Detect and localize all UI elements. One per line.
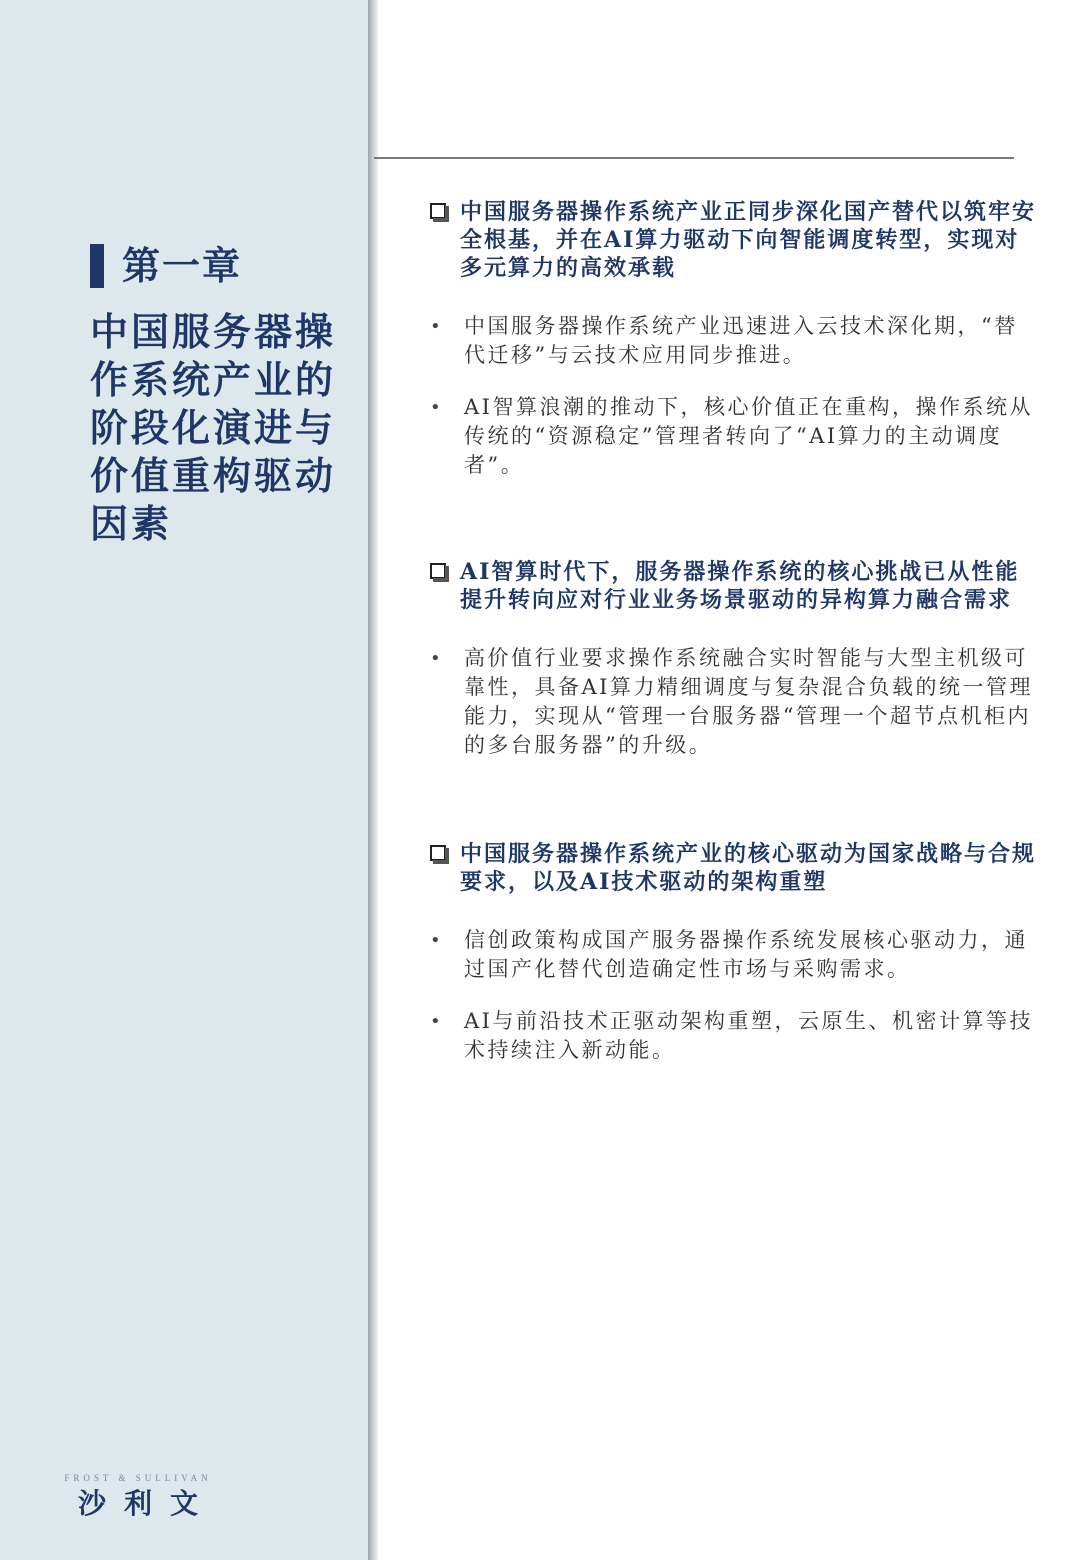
frost-sullivan-logo xyxy=(58,1472,218,1522)
checkbox-bullet-icon xyxy=(430,845,446,861)
section-heading-text: 中国服务器操作系统产业正同步深化国产替代以筑牢安全根基，并在AI算力驱动下向智能调度转型，实现对多元算力的高效承载 xyxy=(460,199,1037,281)
section-heading xyxy=(430,198,1040,282)
checkbox-bullet-icon xyxy=(430,203,446,219)
list-item-text: 信创政策构成国产服务器操作系统发展核心驱动力，通过国产化替代创造确定性市场与采购需求。 xyxy=(464,928,1028,981)
chapter-label-row xyxy=(90,238,360,294)
bullet-dot-icon: • xyxy=(430,316,444,337)
chapter-marker-bar xyxy=(90,244,104,288)
section-2 xyxy=(430,558,1040,760)
content-area xyxy=(430,198,1040,1065)
list-item xyxy=(430,393,1040,480)
list-item xyxy=(430,312,1040,370)
section-1 xyxy=(430,198,1040,480)
list-item xyxy=(430,1007,1040,1065)
list-item-text: AI智算浪潮的推动下，核心价值正在重构，操作系统从传统的“资源稳定”管理者转向了“AI算力的主动调度者”。 xyxy=(464,395,1033,477)
bullet-dot-icon: • xyxy=(430,648,444,669)
bullet-dot-icon: • xyxy=(430,1011,444,1032)
chapter-label: 第一章 xyxy=(122,243,243,288)
bullet-dot-icon: • xyxy=(430,930,444,951)
top-rule-line xyxy=(374,157,1014,159)
list-item xyxy=(430,926,1040,984)
sidebar-shadow-divider xyxy=(368,0,378,1560)
section-3 xyxy=(430,840,1040,1065)
section-heading xyxy=(430,558,1040,614)
logo-chinese-text: 沙利文 xyxy=(77,1487,216,1520)
section-heading-text: 中国服务器操作系统产业的核心驱动为国家战略与合规要求，以及AI技术驱动的架构重塑 xyxy=(460,841,1037,895)
logo-english-text: FROST & SULLIVAN xyxy=(64,1473,212,1483)
list-item-text: 高价值行业要求操作系统融合实时智能与大型主机级可靠性，具备AI算力精细调度与复杂混合负载的统一管理能力，实现从“管理一台服务器“管理一个超节点机柜内的多台服务器”的升级。 xyxy=(464,646,1033,757)
chapter-sidebar xyxy=(0,0,368,1560)
chapter-title: 中国服务器操作系统产业的阶段化演进与价值重构驱动因素 xyxy=(90,309,337,546)
list-item-text: 中国服务器操作系统产业迅速进入云技术深化期，“替代迁移”与云技术应用同步推进。 xyxy=(464,314,1018,367)
bullet-dot-icon: • xyxy=(430,397,444,418)
checkbox-bullet-icon xyxy=(430,563,446,579)
list-item-text: AI与前沿技术正驱动架构重塑，云原生、机密计算等技术持续注入新动能。 xyxy=(464,1009,1033,1062)
section-heading xyxy=(430,840,1040,896)
section-heading-text: AI智算时代下，服务器操作系统的核心挑战已从性能提升转向应对行业业务场景驱动的异构算力融合需求 xyxy=(460,559,1020,613)
list-item xyxy=(430,644,1040,760)
chapter-heading xyxy=(90,238,360,548)
